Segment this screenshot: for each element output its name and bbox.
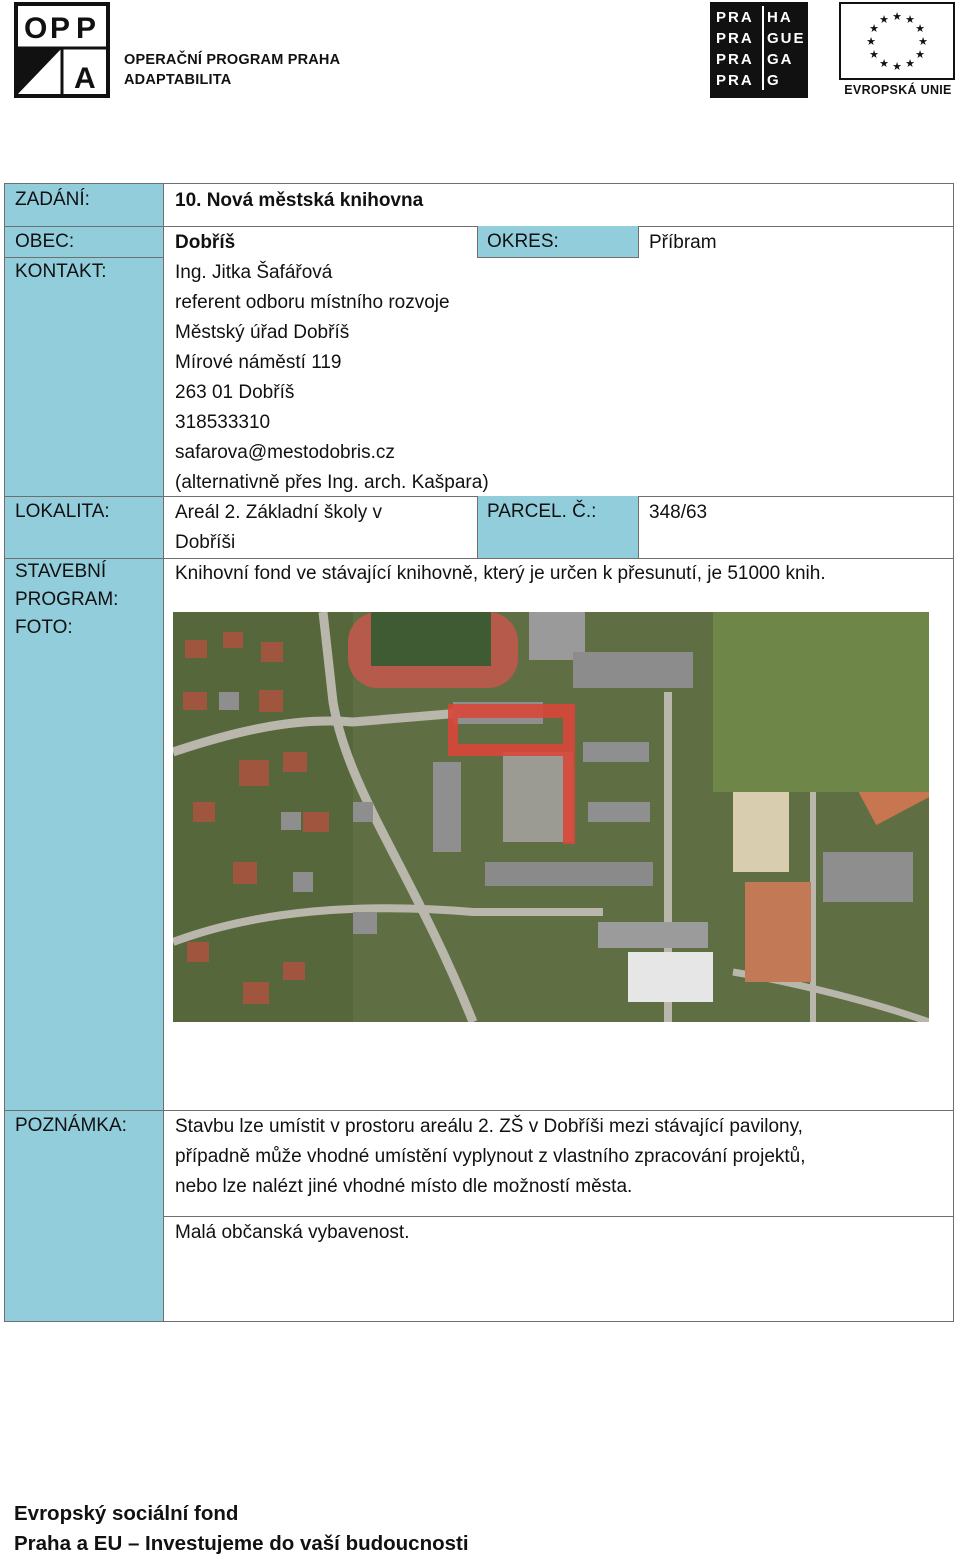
svg-text:★: ★ [918, 35, 928, 48]
eu-flag-icon [839, 2, 955, 80]
lokalita-line1: Areál 2. Základní školy v [175, 502, 382, 523]
praha-logo [710, 2, 808, 98]
praha-l2b: GUE [767, 30, 806, 47]
kontakt-phone: 318533310 [175, 412, 271, 433]
praha-l1b: HA [767, 9, 793, 26]
svg-text:★: ★ [869, 48, 879, 61]
program-value: Knihovní fond ve stávající knihovně, který je určen k přesunutí, je 51000 knih. [175, 563, 826, 584]
praha-l3b: GA [767, 51, 794, 68]
svg-text:★: ★ [892, 60, 902, 73]
svg-text:★: ★ [905, 57, 915, 70]
poznamka-line2: případně může vhodné umístění vyplynout z vlastního zpracování projektů, [175, 1146, 806, 1167]
zadani-value: 10. Nová městská knihovna [175, 190, 424, 211]
svg-text:★: ★ [905, 13, 915, 26]
program-label [15, 558, 118, 614]
opp-title [124, 50, 340, 90]
footer-line2: Praha a EU – Investujeme do vaší budoucnosti [14, 1532, 469, 1555]
kontakt-city: 263 01 Dobříš [175, 382, 295, 403]
opp-title-line1: OPERAČNÍ PROGRAM PRAHA [124, 52, 341, 68]
opp-title-line2: ADAPTABILITA [124, 72, 232, 88]
foto-label: FOTO: [15, 617, 73, 638]
kontakt-street: Mírové náměstí 119 [175, 352, 342, 373]
praha-l3a: PRA [716, 51, 754, 68]
eu-logo [837, 2, 959, 98]
kontakt-email-link[interactable]: safarova@mestodobris.cz [175, 442, 395, 463]
program-label-line2: PROGRAM: [15, 589, 119, 610]
opp-letter-a: A [74, 62, 96, 95]
svg-text:★: ★ [879, 57, 889, 70]
poznamka-line3: nebo lze nalézt jiné vhodné místo dle možností města. [175, 1176, 633, 1197]
lokalita-line2: Dobříši [175, 532, 236, 553]
kontakt-block [175, 258, 489, 498]
footer [14, 1499, 469, 1559]
obec-value: Dobříš [175, 232, 236, 253]
footer-line1: Evropský sociální fond [14, 1502, 239, 1525]
opp-letter-p1: P [50, 12, 71, 45]
obec-label: OBEC: [15, 231, 75, 252]
kontakt-alternative: (alternativně přes Ing. arch. Kašpara) [175, 472, 489, 493]
parcel-value: 348/63 [649, 502, 708, 523]
opp-letter-p2: P [76, 12, 97, 45]
zadani-label: ZADÁNÍ: [15, 189, 90, 210]
parcel-label: PARCEL. Č.: [487, 501, 597, 522]
svg-text:★: ★ [866, 35, 876, 48]
svg-text:★: ★ [879, 13, 889, 26]
poznamka-line1: Stavbu lze umístit v prostoru areálu 2. ZŠ v Dobříši mezi stávající pavilony, [175, 1116, 803, 1137]
svg-text:★: ★ [915, 48, 925, 61]
kontakt-label: KONTAKT: [15, 261, 107, 282]
svg-text:★: ★ [892, 10, 902, 23]
lokalita-label: LOKALITA: [15, 501, 110, 522]
eu-label: EVROPSKÁ UNIE [844, 83, 952, 97]
poznamka-block [175, 1112, 806, 1202]
kontakt-office: Městský úřad Dobříš [175, 322, 350, 343]
label-column [5, 184, 164, 1321]
poznamka-label: POZNÁMKA: [15, 1115, 127, 1136]
okres-value: Příbram [649, 232, 717, 253]
praha-l1a: PRA [716, 9, 754, 26]
okres-label: OKRES: [487, 231, 559, 252]
praha-l4a: PRA [716, 72, 754, 89]
praha-l2a: PRA [716, 30, 754, 47]
aerial-photo [173, 612, 929, 1022]
opp-letter-o: O [24, 12, 48, 45]
lokalita-value [175, 498, 382, 558]
praha-l4b: G [767, 72, 781, 89]
poznamka-extra: Malá občanská vybavenost. [175, 1222, 410, 1243]
opp-logo [14, 2, 110, 98]
kontakt-name: Ing. Jitka Šafářová [175, 262, 333, 283]
program-label-line1: STAVEBNÍ [15, 561, 107, 582]
svg-text:★: ★ [869, 22, 879, 35]
kontakt-role: referent odboru místního rozvoje [175, 292, 450, 313]
svg-text:★: ★ [915, 22, 925, 35]
